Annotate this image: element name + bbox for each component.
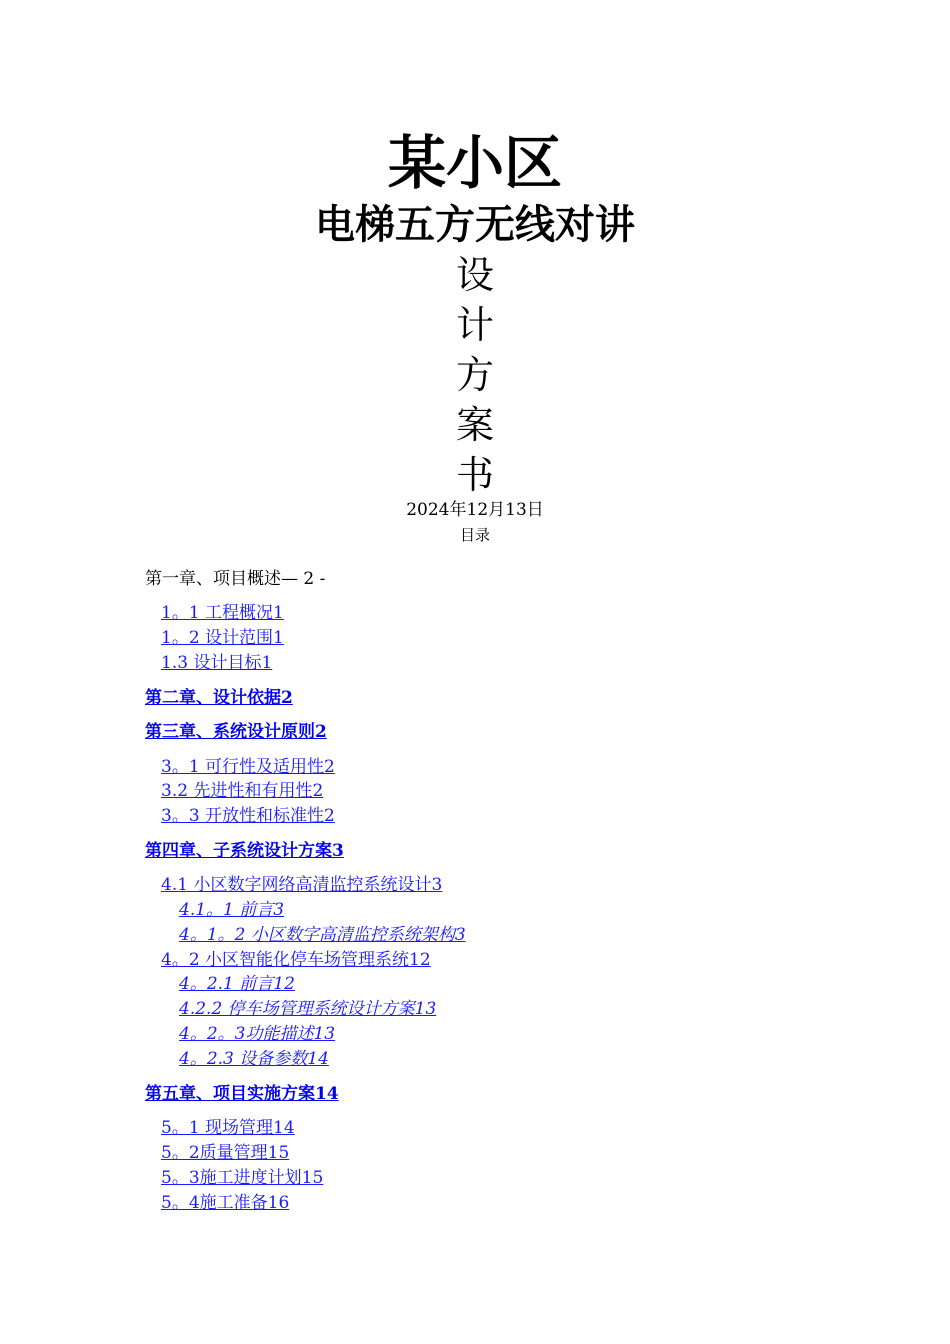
toc-link[interactable]: 3。1 可行性及适用性2	[161, 757, 335, 777]
toc-heading: 目录	[459, 526, 490, 544]
toc-sublink[interactable]: 4。1。2 小区数字高清监控系统架构3	[179, 925, 466, 945]
toc-link[interactable]: 5。2质量管理15	[161, 1143, 290, 1163]
toc-sublink[interactable]: 4。2.3 设备参数14	[179, 1049, 329, 1069]
toc-link[interactable]: 1。1 工程概况1	[161, 603, 284, 623]
title-char-5: 书	[455, 453, 494, 497]
toc-link[interactable]: 4.1 小区数字网络高清监控系统设计3	[161, 875, 443, 895]
toc-chapter-link[interactable]: 第四章、子系统设计方案3	[145, 841, 344, 861]
toc-link[interactable]: 1。2 设计范围1	[161, 628, 284, 648]
title-char-2: 计	[455, 303, 494, 347]
title-char-4: 案	[455, 403, 494, 447]
toc-link[interactable]: 5。4施工准备16	[161, 1193, 290, 1213]
toc-sublink[interactable]: 4。2.1 前言12	[179, 974, 295, 994]
toc-link[interactable]: 3.2 先进性和有用性2	[161, 781, 324, 801]
toc-sublink[interactable]: 4。2。3功能描述13	[179, 1024, 336, 1044]
toc-chapter-link[interactable]: 第三章、系统设计原则2	[145, 722, 327, 742]
title-line-2: 电梯五方无线对讲	[315, 201, 635, 248]
toc-link[interactable]: 5。3施工进度计划15	[161, 1168, 324, 1188]
document-date: 2024年12月13日	[406, 500, 544, 520]
toc-chapter-link[interactable]: 第五章、项目实施方案14	[145, 1084, 339, 1104]
toc-link[interactable]: 1.3 设计目标1	[161, 653, 273, 673]
title-line-1: 某小区	[387, 129, 562, 197]
toc-sublink[interactable]: 4.2.2 停车场管理系统设计方案13	[179, 999, 437, 1019]
toc-link[interactable]: 4。2 小区智能化停车场管理系统12	[161, 950, 431, 970]
title-char-3: 方	[455, 353, 494, 397]
toc-link[interactable]: 3。3 开放性和标准性2	[161, 806, 335, 826]
toc-chapter-link[interactable]: 第二章、设计依据2	[145, 688, 293, 708]
toc-entry: 第一章、项目概述— 2 -	[145, 569, 326, 589]
title-char-1: 设	[455, 253, 494, 297]
toc-link[interactable]: 5。1 现场管理14	[161, 1118, 295, 1138]
toc-sublink[interactable]: 4.1。1 前言3	[179, 900, 285, 920]
